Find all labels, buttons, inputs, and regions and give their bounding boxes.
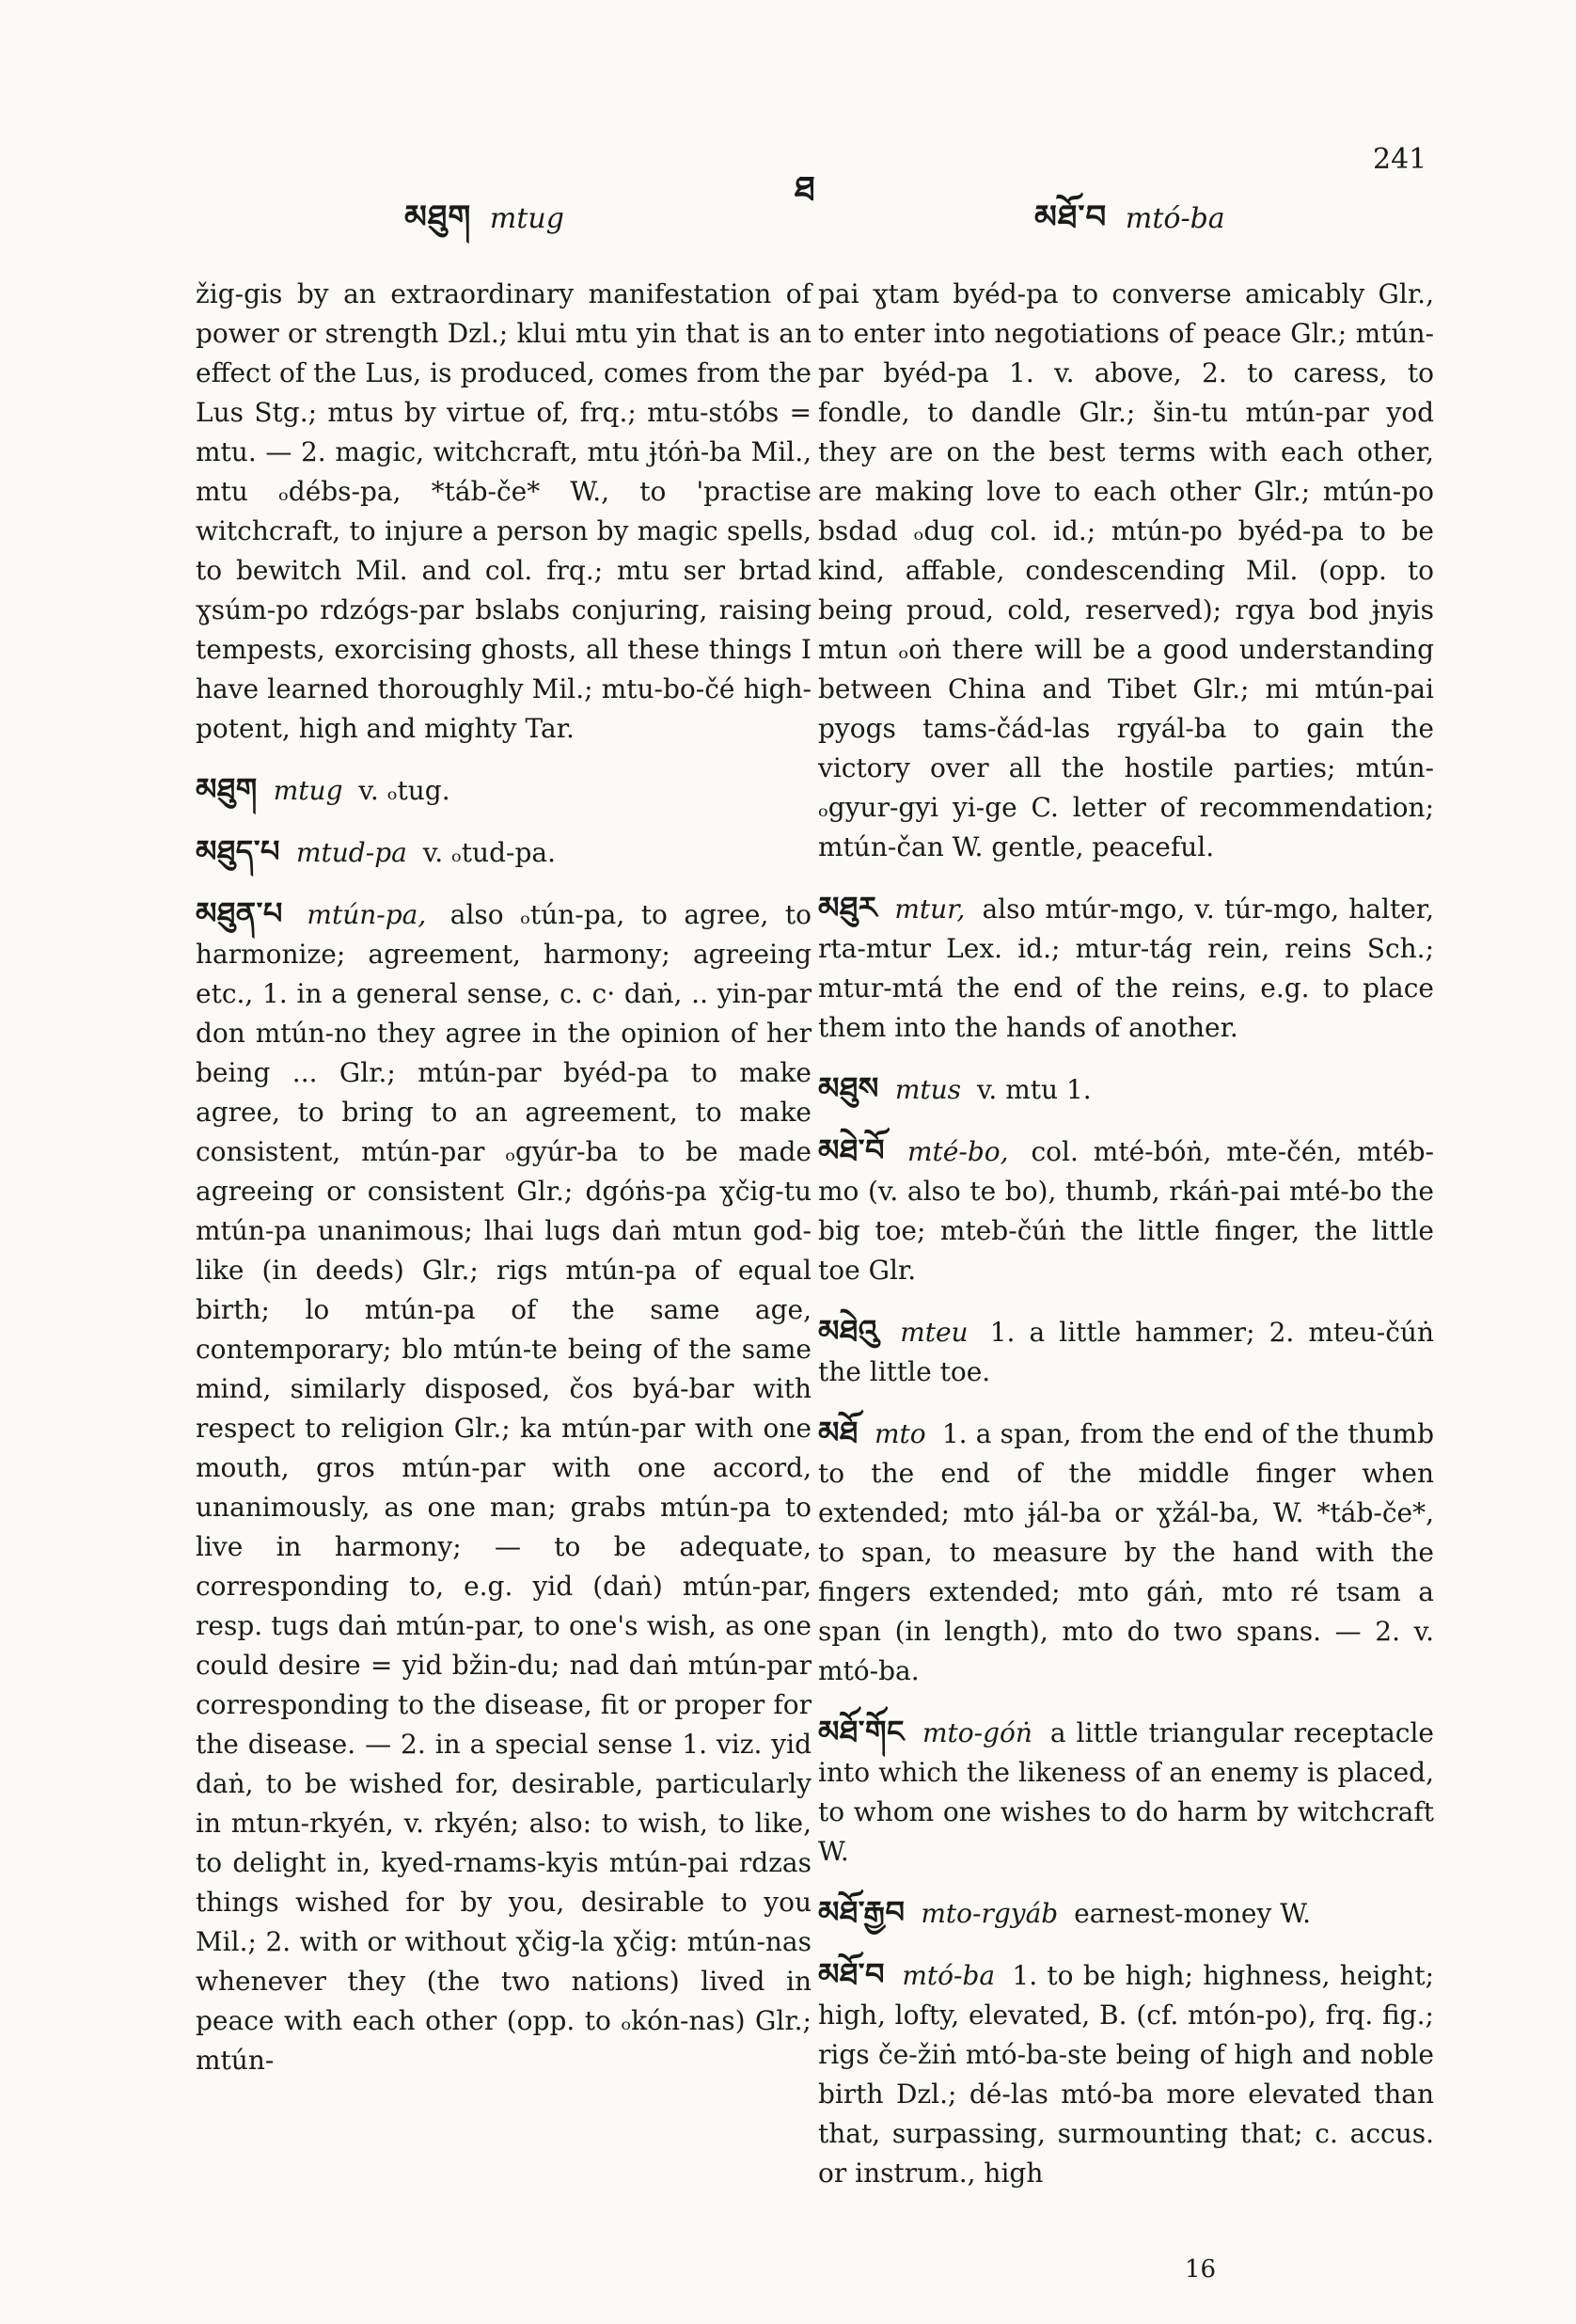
entry-headword: མཐེའུ — [818, 1313, 879, 1349]
entry-translit: mtus — [894, 1074, 962, 1105]
entry-translit: mté-bo, — [906, 1136, 1009, 1167]
dictionary-entry — [818, 888, 1434, 1048]
header-left-tibetan: མཐུག — [404, 198, 472, 236]
right-continuation-paragraph: pai ɣtam byéd-pa to converse amicably Glr., to enter into negotiations of peace Glr.; mtún-par byéd-pa 1. v. above, 2. to caress, to fondle, to dandle Glr.; šin-tu mtún-par yod they are on the best terms with each other, are making love to each other Glr.; mtún-po bsdad ₒdug col. id.; mtún-po byéd-pa to be kind, affable, condescending Mil. (opp. to being proud, cold, reserved); rgya bod ɉnyis mtun ₒoṅ there will be a good understanding between China and Tibet Glr.; mi mtún-pai pyogs tams-čád-las rgyál-ba to gain the victory over all the hostile parties; mtún-ₒgyur-gyi yi-ge C. letter of recommendation; mtún-čan W. gentle, peaceful. — [818, 278, 1434, 862]
entry-body: 1. to be high; highness, height; high, lofty, elevated, B. (cf. mtón-po), frq. fig.; rigs če-žiṅ mtó-ba-ste being of high and noble birth Dzl.; dé-las mtó-ba more elevated than that, surpassing, surmounting that; c. accus. or instrum., high — [818, 1960, 1435, 2189]
entry-headword: མཐུར — [818, 890, 878, 925]
entry-headword: མཐུག — [196, 771, 258, 807]
entry-body: also ₒtún-pa, to agree, to harmonize; agreement, harmony; agreeing etc., 1. in a general sense, c. c· daṅ, .. yin-par don mtún-no they agree in the opinion of her being ... Glr.; mtún-par byéd-pa to make agree, to bring to an agreement, to make consistent, mtún-par ₒgyúr-ba to be made agreeing or consistent Glr.; dgóṅs-pa ɣčig-tu mtún-pa unanimous; lhai lugs daṅ mtun god-like (in deeds) Glr.; rigs mtún-pa of equal birth; lo mtún-pa of the same age, contemporary; blo mtún-te being of the same mind, similarly disposed, čos byá-bar with respect to religion Glr.; ka mtún-par with one mouth, gros mtún-par with one accord, unanimously, as one man; grabs mtún-pa to live in harmony; — to be adequate, corresponding to, e.g. yid (daṅ) mtún-par, resp. tugs daṅ mtún-par, to one's wish, as one could desire = yid bžin-du; nad daṅ mtún-par corresponding to the disease, fit or proper for the disease. — 2. in a special sense 1. viz. yid daṅ, to be wished for, desirable, particularly in mtun-rkyén, v. rkyén; also: to wish, to like, to delight in, kyed-rnams-kyis mtún-pai rdzas things wished for by you, desirable to you Mil.; 2. with or without ɣčig-la ɣčig: mtún-nas whenever they (the two nations) lived in peace with each other (opp. to ₒkón-nas) Glr.; mtún- — [196, 899, 812, 2076]
header-right-guide-word — [1034, 181, 1225, 271]
signature-mark: 16 — [1185, 2255, 1217, 2284]
dictionary-entry — [818, 1413, 1434, 1691]
entry-headword: མཐོ — [818, 1415, 859, 1450]
entry-translit: mto-rgyáb — [921, 1898, 1059, 1929]
entry-headword: མཐུན་པ — [196, 895, 283, 931]
entry-headword: མཐོ་གོང — [818, 1714, 906, 1749]
entry-body: a little triangular receptacle into which the likeness of an enemy is placed, to whom one wishes to do harm by witchcraft W. — [818, 1717, 1434, 1867]
dictionary-entry — [196, 769, 812, 811]
entry-translit: mtún-pa, — [307, 899, 427, 930]
entry-headword: མཐོ་བ — [818, 1956, 886, 1992]
entry-body: earnest-money W. — [1074, 1898, 1311, 1929]
entry-translit: mtur, — [894, 893, 966, 925]
right-column — [818, 275, 1434, 2214]
dictionary-entry — [818, 1954, 1434, 2193]
entry-headword: མཐུད་པ — [196, 833, 281, 869]
dictionary-entry — [196, 831, 812, 873]
dictionary-entry — [818, 1068, 1434, 1110]
entry-headword: མཐོ་རྒྱབ — [818, 1894, 906, 1930]
entry-body: 1. a little hammer; 2. mteu-čúṅ the little toe. — [818, 1317, 1434, 1387]
entry-headword: མཐུས — [818, 1070, 879, 1106]
entry-body: v. ₒtud-pa. — [422, 837, 556, 868]
entry-translit: mteu — [900, 1317, 969, 1348]
entry-body: v. mtu 1. — [976, 1074, 1092, 1105]
dictionary-entry — [818, 1712, 1434, 1872]
dictionary-entry — [818, 1130, 1434, 1290]
entry-body: v. ₒtug. — [358, 775, 450, 806]
header-right-tibetan: མཐོ་བ — [1034, 198, 1108, 236]
page-number: 241 — [1373, 143, 1427, 176]
left-column — [196, 275, 812, 2101]
entry-body: 1. a span, from the end of the thumb to the end of the middle finger when extended; mto ɉál-ba or ɣžál-ba, W. *táb-če*, to span, to measure by the hand with the fingers extended; mto gáṅ, mto ré tsam a span (in length), mto do two spans. — 2. v. mtó-ba. — [818, 1418, 1434, 1686]
entry-headword: མཐེ་བོ — [818, 1132, 886, 1168]
header-center-letter: ཐ — [795, 169, 815, 209]
dictionary-entry — [818, 1892, 1434, 1934]
entry-translit: mtug — [273, 775, 343, 806]
header-right-translit: mtó-ba — [1125, 202, 1225, 235]
entry-body: also mtúr-mgo, v. túr-mgo, halter, rta-mtur Lex. id.; mtur-tág rein, reins Sch.; mtur-mtá the end of the reins, e.g. to place them into the hands of another. — [818, 893, 1434, 1043]
entry-translit: mto — [874, 1418, 926, 1449]
header-left-guide-word — [404, 181, 564, 271]
entry-body: col. mté-bóṅ, mte-čén, mtéb-mo (v. also te bo), thumb, rkáṅ-pai mté-bo the big toe; mteb-čúṅ the little finger, the little toe Glr. — [818, 1136, 1435, 1286]
left-continuation-paragraph: žig-gis by an extraordinary manifestation of power or strength Dzl.; klui mtu yin that is an effect of the Lus, is produced, comes from the Lus Stg.; mtus by virtue of, frq.; mtu-stóbs = mtu. — 2. magic, witchcraft, mtu ɉtóṅ-ba Mil., mtu ₒdébs-pa, *táb-če* W., to 'practise witchcraft, to injure a person by magic spells, to bewitch Mil. and col. frq.; mtu ser brtad ɣsúm-po rdzógs-par bslabs conjuring, raising tempests, exorcising ghosts, all these things I have learned thoroughly Mil.; mtu-bo-čé high-potent, high and mighty Tar. — [196, 278, 812, 744]
dictionary-entry — [196, 893, 812, 2080]
entry-translit: mto-góṅ — [922, 1717, 1032, 1748]
dictionary-entry — [818, 1311, 1434, 1392]
entry-translit: mtó-ba — [902, 1960, 996, 1991]
header-left-translit: mtug — [489, 202, 564, 235]
entry-translit: mtud-pa — [295, 837, 407, 868]
